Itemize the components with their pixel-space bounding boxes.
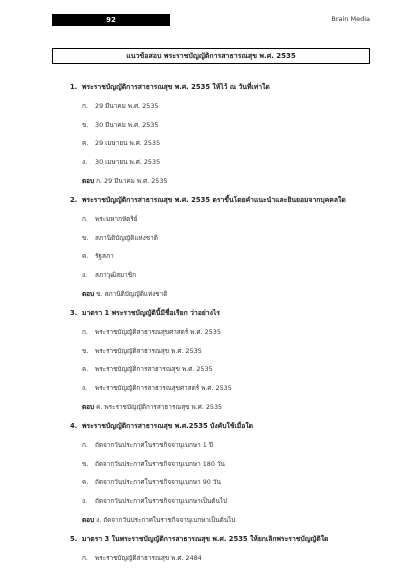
question-text: มาตรา 1 พระราชบัญญัตินี้มีชื่อเรียก ว่าอย่างไร	[82, 308, 220, 317]
option-letter: ก.	[82, 553, 88, 562]
answer-option	[70, 383, 390, 394]
question-heading	[70, 420, 390, 432]
question-text: พระราชบัญญัติการสาธารณสุข พ.ศ. 2535 ตราขึ้นโดยคำแนะนำและยินยอมจากบุคคลใด	[82, 195, 346, 204]
answer-key	[70, 289, 390, 300]
answer-text: ก. 29 มีนาคม พ.ศ. 2535	[96, 176, 168, 185]
option-letter: ข.	[82, 346, 89, 355]
option-text: สภาวุฒิสมาชิก	[95, 271, 136, 280]
option-letter: ง.	[82, 158, 88, 167]
option-letter: ก.	[82, 214, 88, 223]
option-text: ถัดจากวันประกาศในราชกิจจานุเบกษา 180 วัน	[95, 459, 225, 468]
option-letter: ก.	[82, 101, 88, 110]
question-heading	[70, 533, 390, 545]
option-text: ถัดจากวันประกาศในราชกิจจานุเบกษา 1 ปี	[95, 440, 213, 449]
question-text: พระราชบัญญัติการสาธารณสุข พ.ศ.2535 บังคับใช้เมื่อใด	[82, 421, 254, 430]
answer-option	[70, 157, 390, 168]
question-number: 2.	[70, 195, 78, 204]
option-letter: ข.	[82, 459, 89, 468]
answer-option	[70, 440, 390, 451]
question-item	[70, 307, 390, 413]
option-letter: ข.	[82, 120, 89, 129]
answer-option	[70, 459, 390, 470]
question-number: 3.	[70, 308, 78, 317]
answer-text: ง. ถัดจากวันประกาศในราชกิจจานุเบกษาเป็นต้นไป	[96, 515, 236, 524]
option-text: พระมหากษัตริย์	[95, 214, 138, 223]
question-heading	[70, 194, 390, 206]
option-letter: ค.	[82, 139, 89, 148]
option-text: พระราชบัญญัติการสาธารณสุขศาสตร์ พ.ศ. 2535	[95, 384, 232, 393]
option-letter: ค.	[82, 478, 89, 487]
brand-name: Brain Media	[331, 15, 370, 23]
page-number: 92	[52, 14, 170, 26]
option-text: 29 เมษายน พ.ศ. 2535	[95, 139, 161, 148]
question-text: พระราชบัญญัติการสาธารณสุข พ.ศ. 2535 ให้ไว้ ณ วันที่เท่าใด	[82, 83, 270, 91]
question-item	[70, 81, 390, 187]
answer-text: ข. สภานิติบัญญัติแห่งชาติ	[96, 289, 168, 298]
option-letter: ข.	[82, 233, 89, 242]
option-text: พระราชบัญญัติการสาธารณสุข พ.ศ. 2535	[95, 365, 213, 374]
answer-option	[70, 101, 390, 112]
question-item	[70, 194, 390, 300]
answer-option	[70, 120, 390, 131]
option-text: พระราชบัญญัติสาธารณสุขศาสตร์ พ.ศ. 2535	[95, 327, 221, 336]
option-letter: ก.	[82, 440, 88, 449]
option-text: 30 เมษายน พ.ศ. 2535	[95, 158, 161, 167]
answer-option	[70, 477, 390, 488]
answer-key	[70, 515, 390, 526]
answer-option	[70, 251, 390, 262]
answer-option	[70, 214, 390, 225]
question-number: 1.	[70, 83, 78, 91]
answer-option	[70, 364, 390, 375]
option-letter: ค.	[82, 365, 89, 374]
option-letter: ก.	[82, 327, 88, 336]
answer-label: ตอบ	[82, 515, 95, 524]
question-item	[70, 420, 390, 526]
question-heading	[70, 307, 390, 319]
option-letter: ค.	[82, 252, 89, 261]
answer-text: ค. พระราชบัญญัติการสาธารณสุข พ.ศ. 2535	[96, 402, 223, 411]
option-text: ถัดจากวันประกาศในราชกิจจานุเบกษาเป็นต้นไป	[95, 497, 228, 506]
answer-option	[70, 346, 390, 357]
question-number: 5.	[70, 534, 78, 543]
question-item	[70, 533, 390, 564]
option-text: พระราชบัญญัติสาธารณสุข พ.ศ. 2535	[95, 346, 202, 355]
option-text: ถัดจากวันประกาศในราชกิจจานุเบกษา 90 วัน	[95, 478, 221, 487]
option-text: รัฐสภา	[95, 252, 114, 261]
answer-option	[70, 233, 390, 244]
option-text: สภานิติบัญญัติแห่งชาติ	[95, 233, 158, 242]
section-title: แนวข้อสอบ พระราชบัญญัติการสาธารณสุข พ.ศ. 2535	[52, 48, 370, 64]
answer-option	[70, 138, 390, 149]
question-number: 4.	[70, 421, 78, 430]
question-heading	[70, 81, 390, 93]
question-list	[70, 81, 390, 571]
page-header	[52, 14, 370, 28]
option-text: พระราชบัญญัติสาธารณสุข พ.ศ. 2484	[95, 553, 202, 562]
answer-option	[70, 327, 390, 338]
option-text: 29 มีนาคม พ.ศ. 2535	[95, 101, 159, 110]
answer-option	[70, 553, 390, 564]
answer-label: ตอบ	[82, 289, 95, 298]
question-text: มาตรา 3 ในพระราชบัญญัติการสาธารณสุข พ.ศ. 2535 ให้ยกเลิกพระราชบัญญัติใด	[82, 534, 329, 543]
answer-option	[70, 496, 390, 507]
answer-key	[70, 402, 390, 413]
option-letter: ง.	[82, 384, 88, 393]
answer-label: ตอบ	[82, 176, 95, 185]
answer-key	[70, 176, 390, 187]
answer-label: ตอบ	[82, 402, 95, 411]
answer-option	[70, 270, 390, 281]
option-text: 30 มีนาคม พ.ศ. 2535	[95, 120, 159, 129]
option-letter: ง.	[82, 497, 88, 506]
option-letter: ง.	[82, 271, 88, 280]
